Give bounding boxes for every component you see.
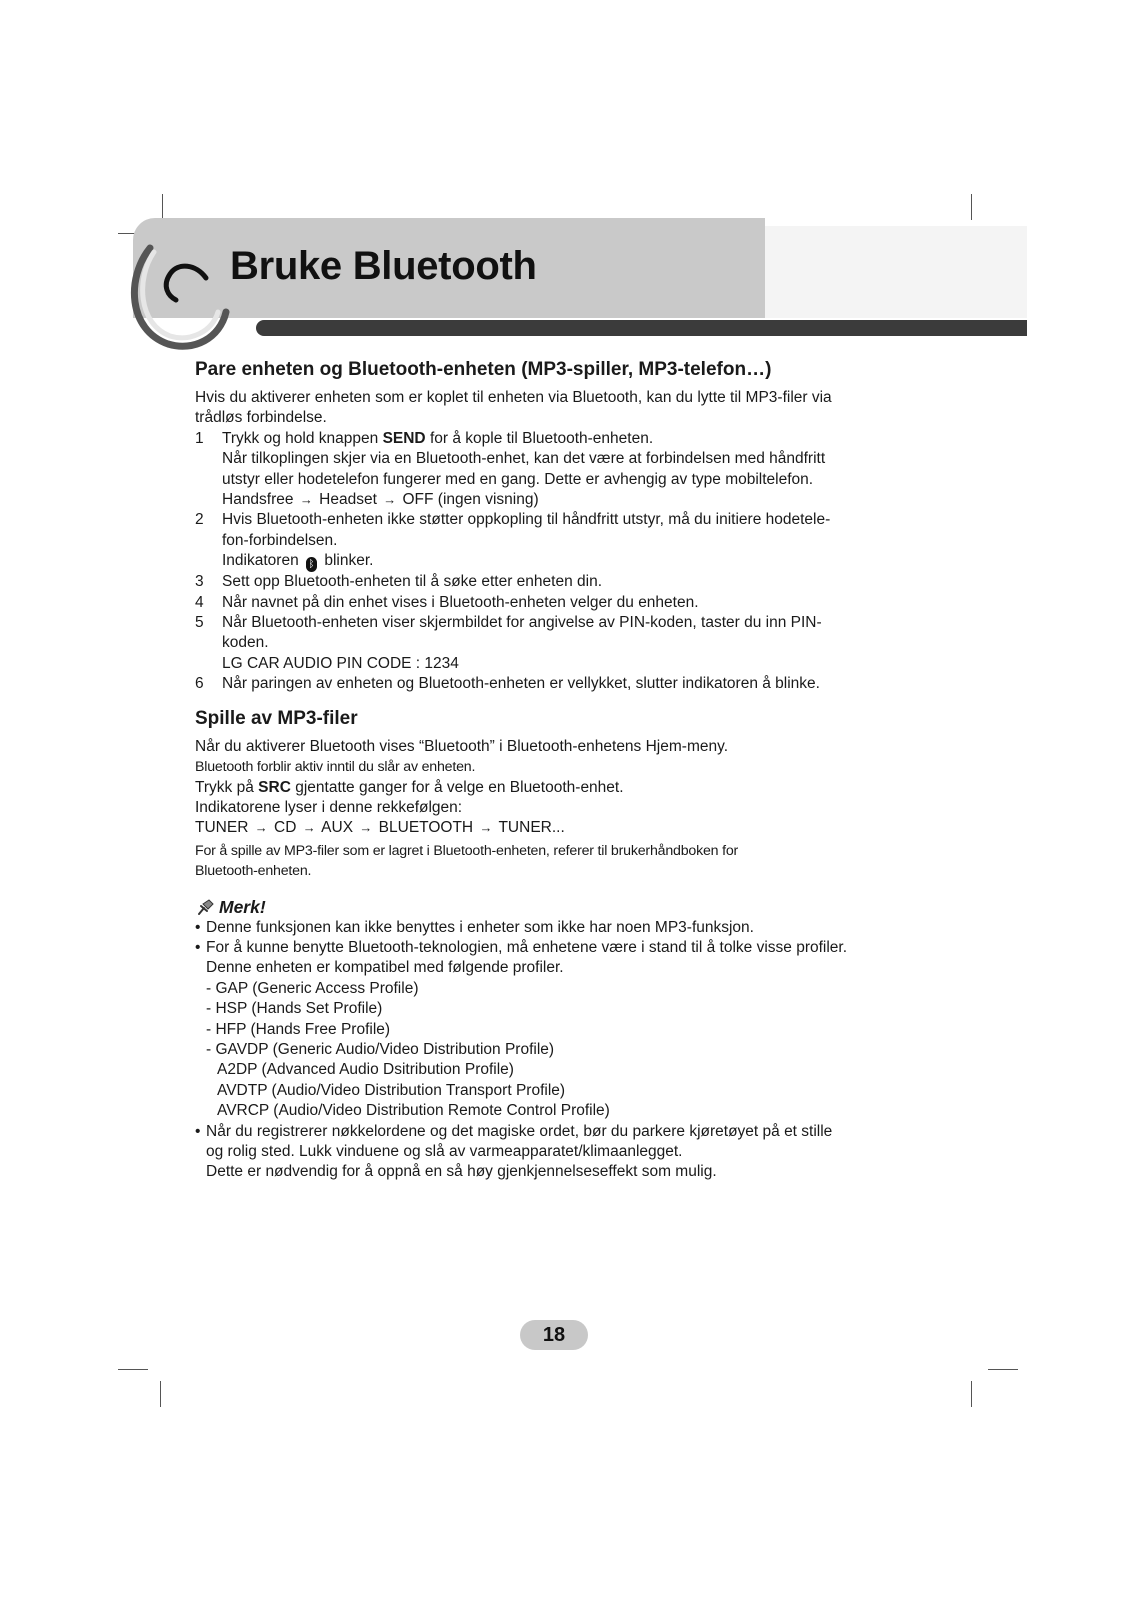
sequence-item: AUX [321,819,354,837]
step-3 [195,572,915,592]
crop-mark [118,1369,148,1370]
step-4 [195,593,915,613]
profile-item: - HSP (Hands Set Profile) [206,1000,383,1018]
step-number: 6 [195,675,204,693]
note-box [195,896,915,1183]
crop-mark [160,1381,161,1407]
step-text: for å kople til Bluetooth-enheten. [425,429,654,447]
sequence-item: TUNER... [498,819,565,837]
profile-item: - HFP (Hands Free Profile) [206,1020,391,1038]
step-text: blinker. [324,552,374,570]
note-bullet [195,1122,915,1183]
body-text: Bluetooth-enheten. [195,863,312,880]
bullet-text: Denne funksjonen kan ikke benyttes i enheter som ikke har noen MP3-funksjon. [206,918,754,936]
page-title: Bruke Bluetooth [230,244,537,288]
note-title: Merk! [219,896,266,917]
section-heading-mp3: Spille av MP3-filer [195,707,358,729]
source-sequence [195,818,915,838]
note-bullet [195,918,915,938]
body-text: For å spille av MP3-filer som er lagret i Bluetooth-enheten, referer til brukerhåndboken for [195,842,739,859]
step-number: 3 [195,573,204,591]
profile-item: AVDTP (Audio/Video Distribution Transport Profile) [217,1081,566,1099]
crop-mark [988,1369,1018,1370]
sequence-item: OFF (ingen visning) [402,491,539,509]
step-number: 5 [195,614,204,632]
bullet-text: For å kunne benytte Bluetooth-teknologien, må enhetene være i stand til å tolke visse profiler. [206,938,848,956]
src-button-label: SRC [258,778,291,796]
bullet-dot: • [195,1122,201,1140]
step-text: Når Bluetooth-enheten viser skjermbildet for angivelse av PIN-koden, taster du inn PIN- [222,614,822,632]
sequence-item: BLUETOOTH [378,819,474,837]
profile-item: A2DP (Advanced Audio Dsitribution Profile) [217,1061,514,1079]
step-number: 1 [195,429,204,447]
profile-item: - GAP (Generic Access Profile) [206,979,419,997]
step-text: Sett opp Bluetooth-enheten til å søke etter enheten din. [222,573,603,591]
step-1 [195,429,915,511]
step-text: koden. [222,634,269,652]
profile-item: - GAVDP (Generic Audio/Video Distribution Profile) [206,1040,555,1058]
step-text: Hvis Bluetooth-enheten ikke støtter oppkopling til håndfritt utstyr, må du initiere hodetele- [222,511,831,529]
indicator-line [222,551,915,572]
sequence-item: CD [274,819,297,837]
intro-text: trådløs forbindelse. [195,409,327,427]
header-swoosh-graphic [124,238,234,360]
step-number: 4 [195,593,204,611]
step-text: fon-forbindelsen. [222,531,338,549]
arrow-right-icon: → [359,820,373,836]
bullet-text: Dette er nødvendig for å oppnå en så høy gjenkjennelseseffekt som mulig. [206,1163,717,1181]
step-text: Når navnet på din enhet vises i Bluetooth-enheten velger du enheten. [222,593,699,611]
step-text: Indikatoren [222,552,299,570]
arrow-right-icon: → [299,492,313,508]
page-number: 18 [520,1320,588,1350]
sequence-item: Headset [319,491,377,509]
note-bullet [195,938,915,979]
intro-text: Hvis du aktiverer enheten som er koplet til enheten via Bluetooth, kan du lytte til MP3-filer via [195,389,832,406]
section-mp3 [195,707,915,882]
send-button-label: SEND [382,429,426,447]
sequence-item: TUNER [195,819,249,837]
arrow-right-icon: → [254,820,268,836]
profile-item: AVRCP (Audio/Video Distribution Remote Control Profile) [217,1102,610,1120]
header-bar [256,320,1027,336]
step-2 [195,510,915,572]
bullet-text: og rolig sted. Lukk vinduene og slå av varmeapparatet/klimaanlegget. [206,1143,683,1160]
content [195,358,915,1183]
step-detail: utstyr eller hodetelefon fungerer med en gang. Dette er avhengig av type mobiltelefon. [222,470,814,488]
arrow-right-icon: → [383,492,397,508]
bullet-text: Når du registrerer nøkkelordene og det magiske ordet, bør du parkere kjøretøyet på et stille [206,1122,833,1140]
section-heading-pairing: Pare enheten og Bluetooth-enheten (MP3-spiller, MP3-telefon…) [195,359,772,380]
crop-mark [971,194,972,220]
step-5 [195,613,915,674]
arrow-right-icon: → [302,820,316,836]
pin-icon [195,898,215,916]
step-number: 2 [195,511,204,529]
sequence-item: Handsfree [222,491,294,509]
body-text: Bluetooth forblir aktiv inntil du slår av enheten. [195,759,476,776]
arrow-right-icon: → [479,820,493,836]
pin-code: LG CAR AUDIO PIN CODE : 1234 [222,654,459,672]
step-text: Når paringen av enheten og Bluetooth-enheten er vellykket, slutter indikatoren å blinke. [222,675,820,693]
body-text: Indikatorene lyser i denne rekkefølgen: [195,798,463,816]
body-text [195,778,915,798]
bullet-text: Denne enheten er kompatibel med følgende profiler. [206,959,564,977]
body-text: gjentatte ganger for å velge en Bluetooth-enhet. [290,778,624,796]
step-detail: Når tilkoplingen skjer via en Bluetooth-enhet, kan det være at forbindelsen med håndfritt [222,450,826,468]
body-text: Trykk på [195,778,259,796]
crop-mark [971,1381,972,1407]
note-heading [195,896,915,918]
body-text: Når du aktiverer Bluetooth vises “Bluetooth” i Bluetooth-enhetens Hjem-meny. [195,737,729,755]
header-band-right [765,226,1027,318]
bluetooth-indicator-icon: ᛒ [306,557,317,572]
crop-mark [162,194,163,220]
step-6 [195,674,915,694]
bullet-dot: • [195,918,201,936]
mode-sequence [222,490,915,510]
step-text: Trykk og hold knappen [222,429,383,447]
bullet-dot: • [195,938,201,956]
